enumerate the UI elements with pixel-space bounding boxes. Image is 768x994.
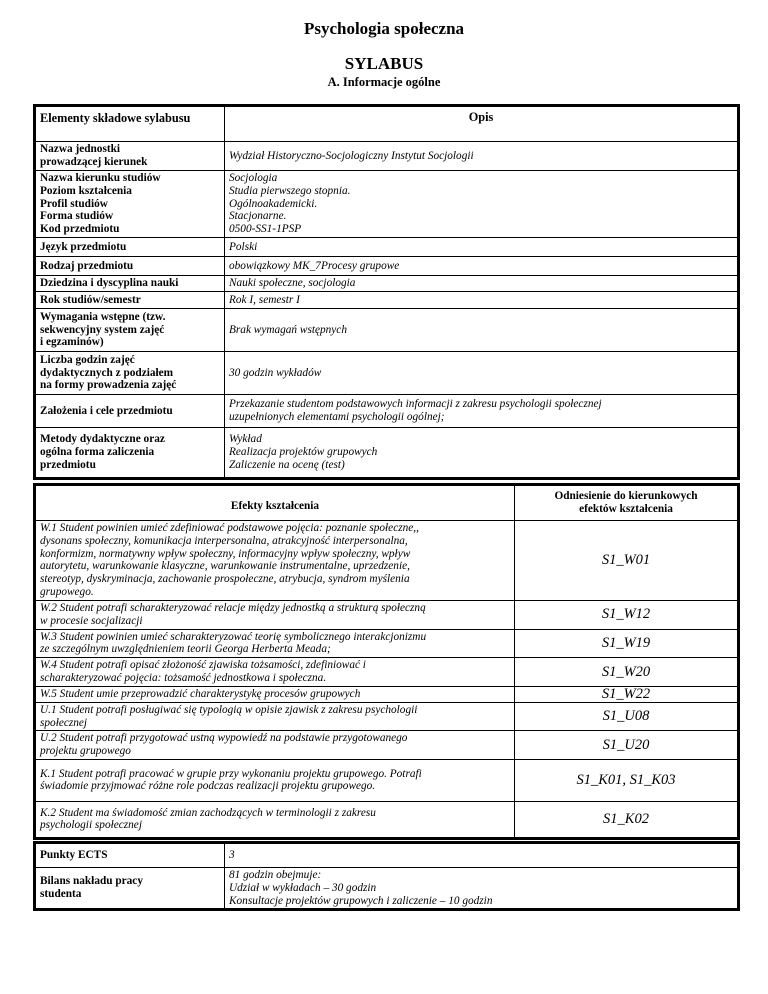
reference-u1: S1_U08 (515, 702, 739, 731)
header-reference: Odniesienie do kierunkowych efektów kształcenia (515, 485, 739, 521)
section-heading: A. Informacje ogólne (327, 75, 441, 89)
label-methods: Metody dydaktyczne oraz ogólna forma zaliczenia przedmiotu (35, 428, 225, 479)
value-methods: Wykład Realizacja projektów grupowych Zaliczenie na ocenę (test) (225, 428, 739, 479)
value-unit: Wydział Historyczno-Socjologiczny Instytut Socjologii (225, 142, 739, 171)
label-objectives: Założenia i cele przedmiotu (35, 395, 225, 428)
label-ects: Punkty ECTS (35, 843, 225, 868)
value-discipline: Nauki społeczne, socjologia (225, 276, 739, 292)
header-elements: Elementy składowe sylabusu (35, 106, 225, 142)
reference-u2: S1_U20 (515, 731, 739, 760)
outcome-u1: U.1 Student potrafi posługiwać się typologią w opisie zjawisk z zakresu psychologii społecznej (35, 702, 515, 731)
value-hours: 30 godzin wykładów (225, 352, 739, 395)
learning-outcomes-table (33, 483, 740, 840)
label-study-details: Nazwa kierunku studiów Poziom kształcenia Profil studiów Forma studiów Kod przedmiotu (35, 171, 225, 238)
outcome-w2: W.2 Student potrafi scharakteryzować relacje między jednostką a strukturą społeczną w procesie socjalizacji (35, 601, 515, 630)
value-ects: 3 (225, 843, 739, 868)
label-unit: Nazwa jednostki prowadzącej kierunek (35, 142, 225, 171)
value-study-details: Socjologia Studia pierwszego stopnia. Ogólnoakademicki. Stacjonarne. 0500-SS1-1PSP (225, 171, 739, 238)
value-prerequisites: Brak wymagań wstępnych (225, 309, 739, 352)
outcome-k2: K.2 Student ma świadomość zmian zachodzących w terminologii z zakresu psychologii społecznej (35, 801, 515, 838)
outcome-w5: W.5 Student umie przeprowadzić charakterystykę procesów grupowych (35, 686, 515, 702)
label-hours: Liczba godzin zajęć dydaktycznych z podziałem na formy prowadzenia zajęć (35, 352, 225, 395)
label-course-type: Rodzaj przedmiotu (35, 257, 225, 276)
value-objectives: Przekazanie studentom podstawowych informacji z zakresu psychologii społecznej uzupełnionych elementami psychologii ogólnej; (225, 395, 739, 428)
outcome-u2: U.2 Student potrafi przygotować ustną wypowiedź na podstawie przygotowanego projektu grupowego (35, 731, 515, 760)
reference-k2: S1_K02 (515, 801, 739, 838)
label-workload: Bilans nakładu pracy studenta (35, 868, 225, 910)
value-year-semester: Rok I, semestr I (225, 292, 739, 309)
header-description: Opis (225, 106, 739, 142)
label-year-semester: Rok studiów/semestr (35, 292, 225, 309)
label-discipline: Dziedzina i dyscyplina nauki (35, 276, 225, 292)
outcome-w4: W.4 Student potrafi opisać złożoność zjawiska tożsamości, zdefiniować i scharakteryzować pojęcia: tożsamość jednostkowa i społeczna. (35, 658, 515, 687)
reference-w3: S1_W19 (515, 629, 739, 658)
label-language: Język przedmiotu (35, 238, 225, 257)
document-type-title: SYLABUS (344, 54, 424, 73)
reference-w1: S1_W01 (515, 521, 739, 601)
outcome-k1: K.1 Student potrafi pracować w grupie przy wykonaniu projektu grupowego. Potrafi świadomie przyjmować różne role podczas realizacji projektu grupowego. (35, 759, 515, 801)
header-outcomes: Efekty kształcenia (35, 485, 515, 521)
reference-w4: S1_W20 (515, 658, 739, 687)
value-workload: 81 godzin obejmuje: Udział w wykładach – 30 godzin Konsultacje projektów grupowych i zaliczenie – 10 godzin (225, 868, 739, 910)
reference-w2: S1_W12 (515, 601, 739, 630)
outcome-w1: W.1 Student powinien umieć zdefiniować podstawowe pojęcia: poznanie społeczne,, dysonans społeczny, komunikacja interpersonalna, atrakcyjność interpersonalna, konformizm, normatywny wpływ społeczny, informacyjny wpływ społeczny, wpływ autorytetu, warunkowanie klasyczne, warunkowanie instrumentalne, uprzedzenie, stereotyp, dyskryminacja, zachowanie prospołeczne, atrybucja, syndrom myślenia grupowego. (35, 521, 515, 601)
reference-w5: S1_W22 (515, 686, 739, 702)
value-course-type: obowiązkowy MK_7Procesy grupowe (225, 257, 739, 276)
outcome-w3: W.3 Student powinien umieć scharakteryzować teorię symbolicznego interakcjonizmu ze szczególnym uwzględnieniem teorii Georga Herberta Meada; (35, 629, 515, 658)
general-info-table (33, 104, 740, 480)
course-title: Psychologia społeczna (303, 19, 465, 38)
label-prerequisites: Wymagania wstępne (tzw. sekwencyjny system zajęć i egzaminów) (35, 309, 225, 352)
value-language: Polski (225, 238, 739, 257)
ects-table (33, 841, 740, 911)
reference-k1: S1_K01, S1_K03 (515, 759, 739, 801)
